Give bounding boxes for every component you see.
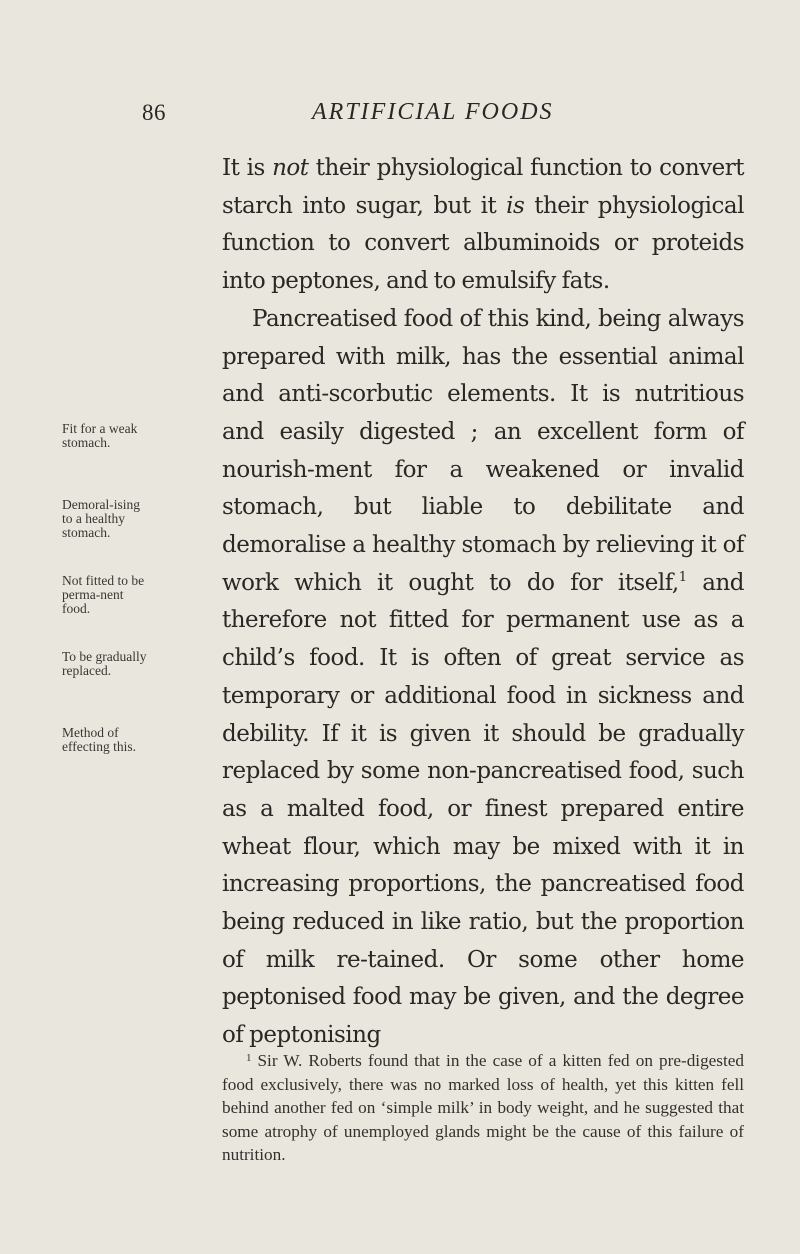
side-note-method: Method of effecting this. [62, 725, 136, 754]
side-note-weak-stomach: Fit for a weak stomach. [62, 421, 138, 450]
paragraph-1 [222, 150, 744, 301]
main-text [222, 150, 744, 1055]
p2-text-a: Pancreatised food of this kind, being always prepared with milk, has the essential animal and anti-scorbutic elements. It is nutritious and easily digested ; an excellent form of nourish-ment for a weakened or invalid stomach, but liable to debilitate and demoralise a healthy stomach by relieving it of work which it ought to do for itself, [222, 305, 744, 596]
p1-emphasis-is: is [506, 192, 525, 219]
p1-emphasis-not: not [272, 155, 309, 181]
side-note-demoralising: Demoral-ising to a healthy stomach. [62, 497, 140, 540]
side-note-gradually-replaced: To be gradually replaced. [62, 649, 147, 678]
p1-text-b: their physiological function to convert starch into sugar, but it [222, 155, 744, 219]
p1-text-c: their physiological function to convert albuminoids or proteids into peptones, and to emulsify fats. [222, 192, 744, 295]
footnote-reference: 1 [678, 569, 687, 585]
footnote-text: Sir W. Roberts found that in the case of a kitten fed on pre-digested food exclusively, there was no marked loss of health, yet this kitten fell behind another fed on ‘simple milk’ in body weight, and he suggested that some atrophy of unemployed glands might be the cause of this failure of nutrition. [222, 1051, 744, 1165]
footnote-mark: 1 [246, 1052, 252, 1064]
p1-text-a: It is [222, 155, 273, 181]
paragraph-2 [222, 301, 744, 1055]
side-note-not-permanent: Not fitted to be perma-nent food. [62, 573, 145, 616]
p2-text-b: and therefore not fitted for permanent use as a child’s food. It is often of great service as temporary or additional food in sickness and debility. If it is given it should be gradually replaced by some non-pancreatised food, such as a malted food, or finest prepared entire wheat flour, which may be mixed with it in increasing proportions, the pancreatised food being reduced in like ratio, but the proportion of milk re-tained. Or some other home peptonised food may be given, and the degree of peptonising [222, 569, 745, 1049]
page-number: 86 [142, 100, 166, 125]
footnote-paragraph [222, 1049, 744, 1167]
running-title: ARTIFICIAL FOODS [312, 99, 554, 125]
footnote [222, 1049, 744, 1167]
